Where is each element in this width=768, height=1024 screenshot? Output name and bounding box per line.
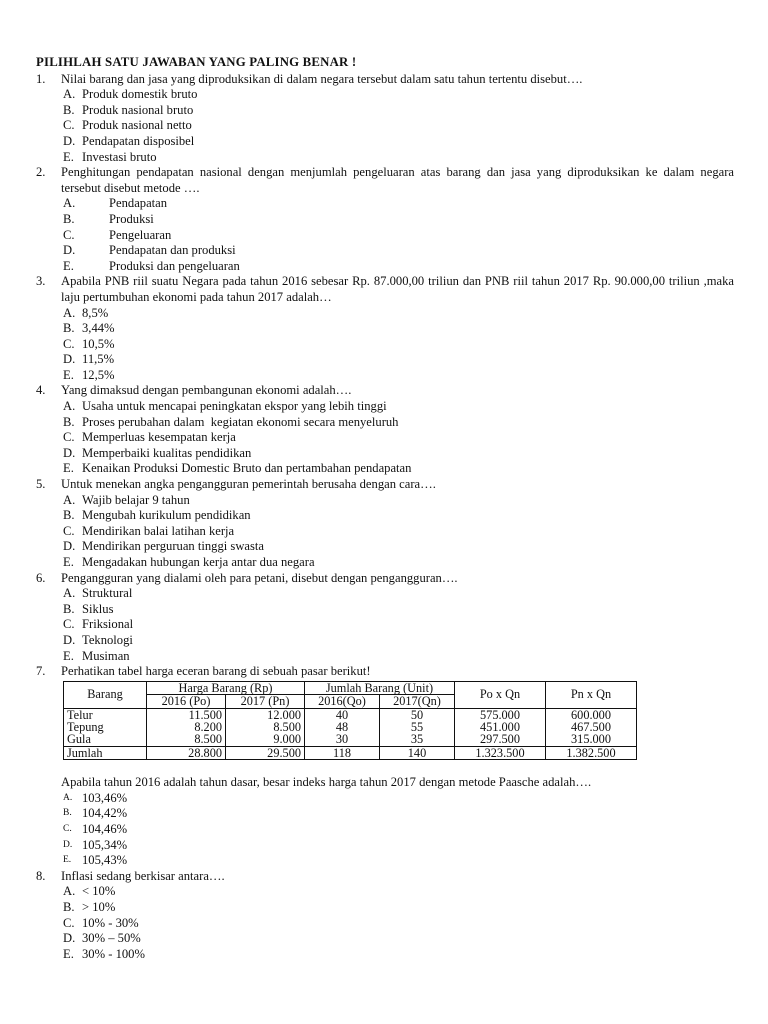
option-c: [63, 337, 734, 353]
question-text: Perhatikan tabel harga eceran barang di sebuah pasar berikut!: [61, 664, 371, 679]
option-text: Mendirikan balai latihan kerja: [82, 523, 235, 538]
question-text: Apabila PNB riil suatu Negara pada tahun 2016 sebesar Rp. 87.000,00 triliun dan PNB riil tahun 2017 Rp. 90.000,00 triliun ,maka laju pertumbuhan ekonomi pada tahun 2017 adalah…: [61, 274, 734, 304]
option-e: [63, 259, 734, 275]
option-letter: C.: [63, 430, 75, 445]
option-letter: D.: [63, 839, 73, 850]
option-letter: E.: [63, 855, 72, 866]
option-letter: D.: [63, 445, 76, 460]
option-letter: D.: [63, 133, 76, 148]
option-list: [61, 884, 734, 962]
option-letter: D.: [63, 243, 76, 258]
option-a: [63, 196, 734, 212]
option-d: [63, 243, 734, 259]
cell-qo: 48: [305, 721, 380, 733]
option-list: [61, 306, 734, 384]
option-text: Kenaikan Produksi Domestic Bruto dan pertambahan pendapatan: [82, 461, 412, 476]
cell-qo: 30: [305, 733, 380, 746]
option-text: Musiman: [82, 648, 130, 663]
cell-po: 28.800: [147, 746, 226, 759]
question-number: 8.: [36, 868, 46, 883]
option-c: [63, 617, 734, 633]
option-letter: C.: [63, 617, 75, 632]
cell-pn-qn: 600.000: [546, 708, 637, 721]
option-a: [63, 493, 734, 509]
option-letter: B.: [63, 321, 75, 336]
option-text: Proses perubahan dalam kegiatan ekonomi secara menyeluruh: [82, 414, 399, 429]
option-text: 12,5%: [82, 367, 115, 382]
option-text: Usaha untuk mencapai peningkatan ekspor yang lebih tinggi: [82, 399, 387, 414]
option-letter: E.: [63, 367, 74, 382]
question-number: 1.: [36, 71, 46, 86]
cell-po-qn: 451.000: [455, 721, 546, 733]
option-d: [63, 134, 734, 150]
option-text: Pendapatan disposibel: [82, 133, 195, 148]
option-letter: D.: [63, 632, 76, 647]
cell-pn: 29.500: [226, 746, 305, 759]
cell-qo: 40: [305, 708, 380, 721]
option-e: [63, 947, 734, 963]
option-letter: A.: [63, 884, 76, 899]
option-d: [63, 838, 734, 854]
option-a: [63, 791, 734, 807]
option-letter: A.: [63, 399, 76, 414]
cell-qn: 35: [380, 733, 455, 746]
option-letter: B.: [63, 102, 75, 117]
option-b: [63, 415, 734, 431]
option-list: [61, 586, 734, 664]
option-text: Mengadakan hubungan kerja antar dua negara: [82, 555, 315, 569]
option-b: [63, 212, 734, 228]
table-row: [64, 721, 637, 733]
option-list: [61, 87, 734, 165]
question-1: [34, 72, 734, 166]
option-letter: C.: [63, 823, 72, 834]
option-text: 11,5%: [82, 352, 115, 367]
cell-qn: 50: [380, 708, 455, 721]
option-a: [63, 87, 734, 103]
option-list: [61, 791, 734, 869]
option-b: [63, 602, 734, 618]
option-text: Teknologi: [82, 632, 133, 647]
option-a: [63, 399, 734, 415]
option-text: Struktural: [82, 586, 133, 601]
option-text: Siklus: [82, 601, 114, 616]
question-number: 7.: [36, 664, 46, 679]
header-harga: Harga Barang (Rp): [147, 681, 305, 694]
cell-pn: 8.500: [226, 721, 305, 733]
question-text: Yang dimaksud dengan pembangunan ekonomi adalah….: [61, 383, 352, 398]
option-e: [63, 853, 734, 869]
question-text: Penghitungan pendapatan nasional dengan menjumlah pengeluaran atas barang dan jasa yang diproduksikan ke dalam negara tersebut disebut metode ….: [61, 165, 734, 195]
option-text: 10% - 30%: [82, 915, 139, 930]
option-letter: E.: [63, 555, 74, 569]
option-letter: C.: [63, 915, 75, 930]
cell-pn-qn: 315.000: [546, 733, 637, 746]
option-text: 30% – 50%: [82, 931, 141, 946]
option-letter: E.: [63, 149, 74, 164]
option-d: [63, 539, 734, 555]
option-letter: A.: [63, 305, 76, 320]
cell-po-qn: 1.323.500: [455, 746, 546, 759]
option-letter: E.: [63, 648, 74, 663]
option-c: [63, 118, 734, 134]
cell-pn-qn: 467.500: [546, 721, 637, 733]
subheader-po: 2016 (Po): [147, 695, 226, 708]
question-number: 3.: [36, 274, 46, 289]
subheader-qn: 2017(Qn): [380, 695, 455, 708]
question-4: [34, 383, 734, 477]
question-number: 6.: [36, 570, 46, 585]
option-text: > 10%: [82, 899, 116, 914]
cell-pn-qn: 1.382.500: [546, 746, 637, 759]
option-letter: B.: [63, 414, 75, 429]
header-po-qn: Po x Qn: [455, 681, 546, 708]
option-b: [63, 508, 734, 524]
option-letter: D.: [63, 931, 76, 946]
cell-qo: 118: [305, 746, 380, 759]
question-text: Inflasi sedang berkisar antara….: [61, 868, 225, 883]
option-text: Memperbaiki kualitas pendidikan: [82, 445, 252, 460]
option-c: [63, 524, 734, 540]
question-3: [34, 274, 734, 383]
question-text: Nilai barang dan jasa yang diproduksikan di dalam negara tersebut dalam satu tahun tertentu disebut….: [61, 71, 583, 86]
option-letter: C.: [63, 336, 75, 351]
option-text: 8,5%: [82, 305, 109, 320]
question-number: 4.: [36, 383, 46, 398]
cell-item: Jumlah: [64, 746, 147, 759]
option-b: [63, 806, 734, 822]
option-letter: E.: [63, 258, 74, 273]
header-jumlah: Jumlah Barang (Unit): [305, 681, 455, 694]
subheader-pn: 2017 (Pn): [226, 695, 305, 708]
option-letter: E.: [63, 461, 74, 476]
option-d: [63, 352, 734, 368]
question-8: [34, 869, 734, 963]
option-text: 103,46%: [82, 790, 128, 805]
option-a: [63, 306, 734, 322]
cell-item: Gula: [64, 733, 147, 746]
cell-po-qn: 297.500: [455, 733, 546, 746]
cell-qn: 140: [380, 746, 455, 759]
table-row: [64, 708, 637, 721]
worksheet-page: [34, 55, 734, 962]
option-text: Investasi bruto: [82, 149, 157, 164]
cell-qn: 55: [380, 721, 455, 733]
option-text: Produk nasional netto: [82, 118, 192, 133]
option-text: 3,44%: [82, 321, 115, 336]
option-a: [63, 884, 734, 900]
option-b: [63, 321, 734, 337]
cell-item: Telur: [64, 708, 147, 721]
option-e: [63, 555, 734, 571]
option-text: Produk domestik bruto: [82, 87, 198, 102]
option-text: 105,43%: [82, 853, 128, 868]
price-table: [63, 681, 637, 760]
option-list: [61, 399, 734, 477]
option-text: Wajib belajar 9 tahun: [82, 492, 190, 507]
cell-po: 8.500: [147, 733, 226, 746]
question-followup: Apabila tahun 2016 adalah tahun dasar, besar indeks harga tahun 2017 dengan metode Paasche adalah….: [61, 775, 592, 790]
option-e: [63, 461, 734, 477]
header-pn-qn: Pn x Qn: [546, 681, 637, 708]
option-text: 10,5%: [82, 336, 115, 351]
option-letter: B.: [63, 601, 75, 616]
option-text: Produk nasional bruto: [82, 102, 194, 117]
option-letter: B.: [63, 211, 75, 226]
option-text: Pendapatan: [109, 196, 168, 211]
option-d: [63, 931, 734, 947]
option-text: 30% - 100%: [82, 946, 145, 961]
option-text: Produksi: [109, 211, 154, 226]
option-d: [63, 446, 734, 462]
option-c: [63, 430, 734, 446]
option-letter: B.: [63, 508, 75, 523]
option-letter: A.: [63, 586, 76, 601]
option-letter: C.: [63, 118, 75, 133]
option-c: [63, 916, 734, 932]
option-text: Friksional: [82, 617, 134, 632]
option-text: 105,34%: [82, 837, 128, 852]
option-e: [63, 649, 734, 665]
cell-po: 8.200: [147, 721, 226, 733]
question-text: Untuk menekan angka pengangguran pemerintah berusaha dengan cara….: [61, 477, 436, 492]
option-list: [61, 493, 734, 571]
cell-item: Tepung: [64, 721, 147, 733]
option-list: [61, 196, 734, 274]
question-7: [34, 664, 734, 869]
header-barang: Barang: [64, 681, 147, 708]
option-c: [63, 228, 734, 244]
option-a: [63, 586, 734, 602]
option-letter: A.: [63, 792, 73, 803]
question-2: [34, 165, 734, 274]
table-row: [64, 733, 637, 746]
cell-pn: 12.000: [226, 708, 305, 721]
option-c: [63, 822, 734, 838]
question-number: 2.: [36, 165, 46, 180]
option-text: Pengeluaran: [109, 227, 172, 242]
cell-po-qn: 575.000: [455, 708, 546, 721]
option-e: [63, 150, 734, 166]
option-letter: D.: [63, 539, 76, 554]
option-text: 104,46%: [82, 821, 128, 836]
option-text: Pendapatan dan produksi: [109, 243, 236, 258]
option-text: Memperluas kesempatan kerja: [82, 430, 236, 445]
option-letter: C.: [63, 523, 75, 538]
option-letter: D.: [63, 352, 76, 367]
option-letter: B.: [63, 808, 72, 819]
option-letter: A.: [63, 492, 76, 507]
table-total-row: [64, 746, 637, 759]
option-e: [63, 368, 734, 384]
option-letter: B.: [63, 899, 75, 914]
cell-po: 11.500: [147, 708, 226, 721]
option-text: 104,42%: [82, 806, 128, 821]
option-d: [63, 633, 734, 649]
option-text: Produksi dan pengeluaran: [109, 258, 240, 273]
table-header-row: [64, 681, 637, 694]
question-text: Pengangguran yang dialami oleh para petani, disebut dengan pengangguran….: [61, 570, 458, 585]
question-6: [34, 571, 734, 665]
question-5: [34, 477, 734, 571]
option-letter: A.: [63, 87, 76, 102]
option-b: [63, 900, 734, 916]
option-letter: E.: [63, 946, 74, 961]
option-letter: A.: [63, 196, 76, 211]
question-number: 5.: [36, 477, 46, 492]
cell-pn: 9.000: [226, 733, 305, 746]
option-letter: C.: [63, 227, 75, 242]
option-text: Mengubah kurikulum pendidikan: [82, 508, 251, 523]
option-text: Mendirikan perguruan tinggi swasta: [82, 539, 264, 554]
subheader-qo: 2016(Qo): [305, 695, 380, 708]
option-b: [63, 103, 734, 119]
option-text: < 10%: [82, 884, 116, 899]
instruction-heading: PILIHLAH SATU JAWABAN YANG PALING BENAR !: [36, 55, 357, 69]
